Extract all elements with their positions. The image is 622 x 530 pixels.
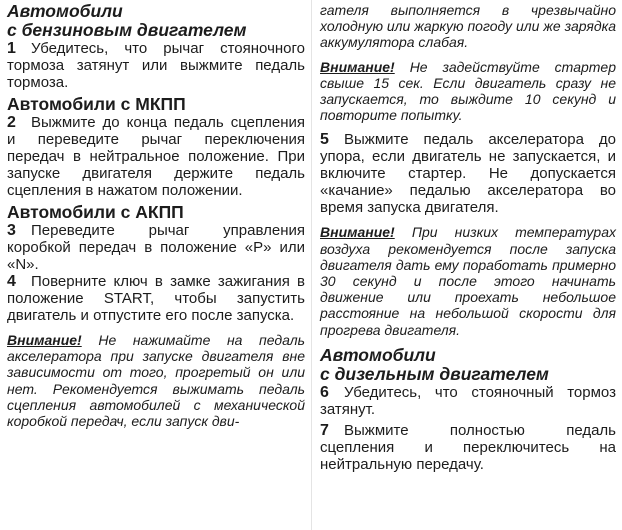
- step-7-number: 7: [320, 421, 329, 439]
- heading-diesel-line1: Автомобили: [320, 344, 436, 365]
- heading-manual-transmission: Автомобили с МКПП: [7, 94, 186, 114]
- step-2-text: Выжмите до конца педаль сцепления и переведите рычаг переключения передач в нейтральное положение. При запуске двигателя держите педаль сцепления в нажатом положении.: [7, 114, 305, 199]
- step-3-text: Переведите рычаг управления коробкой передач в положение «P» или «N».: [7, 222, 305, 273]
- heading-petrol-line1: Автомобили: [7, 1, 123, 21]
- column-divider: [311, 0, 312, 530]
- warning-note-1: [7, 332, 305, 429]
- step-4-number: 4: [7, 273, 16, 290]
- warning-label: Внимание!: [320, 224, 395, 241]
- step-5-text: Выжмите педаль акселератора до упора, если двигатель не запускается, и включите стартер. Не допускается «качание» педалью акселератора во время запуска двигателя.: [320, 131, 616, 217]
- step-2-number: 2: [7, 114, 16, 131]
- warning-note-3-text: При низких температурах воздуха рекомендуется после запуска двигателя дать ему поработать примерно 30 секунд и после этого начинать движение или проехать небольшое расстояние на небольшой скорости для прогрева двигателя.: [320, 224, 616, 338]
- step-1-text: Убедитесь, что рычаг стояночного тормоза затянут или выжмите педаль тормоза.: [7, 40, 305, 91]
- step-3-number: 3: [7, 222, 16, 239]
- warning-note-1-text: Не нажимайте на педаль акселератора при запуске двигателя вне зависимости от того, прогретый он или нет. Рекомендуется выжимать педаль сцепления автомобилей с механической коробкой передач, если запуск дви-: [7, 332, 306, 430]
- step-6: [320, 384, 616, 418]
- step-1: [7, 40, 305, 91]
- step-5: [320, 131, 616, 216]
- left-column: [7, 2, 305, 429]
- heading-diesel-line2: с дизельным двигателем: [320, 363, 549, 384]
- step-4: [7, 273, 305, 324]
- step-1-number: 1: [7, 40, 16, 57]
- right-column: [320, 2, 616, 473]
- heading-automatic-transmission: Автомобили с АКПП: [7, 202, 184, 222]
- warning-label: Внимание!: [7, 332, 82, 348]
- step-3: [7, 222, 305, 273]
- step-6-number: 6: [320, 383, 329, 401]
- warning-label: Внимание!: [320, 58, 395, 75]
- warning-note-2-text: Не задействуйте стартер свыше 15 сек. Если двигатель сразу не запускается, то выждите 10 секунд и повторите попытку.: [320, 58, 616, 124]
- warning-note-1-continued: гателя выполняется в чрезвычайно холодную или жаркую погоду или же зарядка аккумулятора слабая.: [320, 2, 616, 51]
- step-7-text: Выжмите полностью педаль сцепления и переключитесь на нейтральную передачу.: [320, 421, 616, 473]
- step-4-text: Поверните ключ в замке зажигания в положение START, чтобы запустить двигатель и отпустите его после запуска.: [7, 273, 305, 324]
- warning-note-2: [320, 59, 616, 124]
- step-2: [7, 114, 305, 199]
- warning-note-3: [320, 224, 616, 337]
- heading-petrol-line2: с бензиновым двигателем: [7, 20, 247, 40]
- step-6-text: Убедитесь, что стояночный тормоз затянут.: [320, 383, 616, 418]
- step-5-number: 5: [320, 131, 329, 149]
- step-7: [320, 422, 616, 473]
